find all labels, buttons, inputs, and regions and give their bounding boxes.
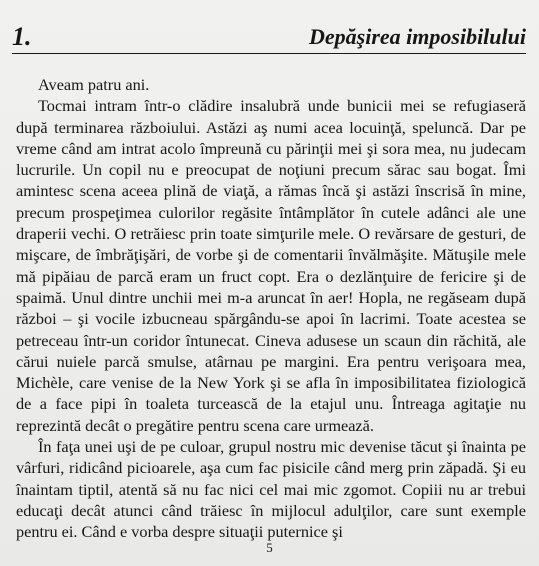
body-text xyxy=(16,74,526,543)
chapter-header xyxy=(12,14,526,54)
chapter-title: Depăşirea imposibilului xyxy=(309,24,526,49)
header-rule xyxy=(12,53,526,54)
paragraph-2: Tocmai intram într-o clădire insalubră unde bunicii mei se refugiaseră după terminarea războiului. Astăzi aş numi acea locuinţă, speluncă. Dar pe vreme când am intrat acolo împreună cu părinţii mei şi sora mea, nu judecam lucrurile. Un copil nu e preocupat de noţiuni precum sărac sau bogat. Îmi amintesc scena aceea plină de viaţă, a rămas încă şi astăzi înscrisă în mine, precum prospeţimea culorilor regăsite întâmplător în cutele adânci ale une draperii vechi. O retrăiesc prin toate simţurile mele. O revărsare de gesturi, de mişcare, de îmbrăţişări, de vorbe şi de comentarii învălmăşite. Mătuşile mele mă pipăiau de parcă eram un fruct copt. Era o dezlănţuire de fericire şi de spaimă. Unul dintre unchii mei m-a aruncat în aer! Hopla, ne regăseam după război – şi vocile izbucneau spărgându-se apoi în lacrimi. Toate acestea se petreceau într-un coridor întunecat. Cineva adusese un scaun din răchită, ale cărui nuiele parcă smulse, atârnau pe margini. Era pentru verişoara mea, Michèle, care venise de la New York şi se afla în imposibilitatea fiziologică de a face pipi în toaleta turcească de la etajul unu. Întreaga agitaţie nu reprezintă decât o pregătire pentru scena care urmează. xyxy=(16,96,526,435)
page-number: 5 xyxy=(266,540,273,555)
paragraph-1: Aveam patru ani. xyxy=(38,75,150,94)
chapter-number: 1. xyxy=(12,22,32,51)
paragraph-3: În faţa unei uşi de pe culoar, grupul nostru mic devenise tăcut şi înainta pe vârfuri, ridicând picioarele, aşa cum fac pisicile când merg prin zăpadă. Şi eu înaintam tiptil, atentă să nu fac nici cel mai mic zgomot. Copiii nu ar trebui educaţi decât atunci când trăiesc în mijlocul adulţilor, care sunt exemple pentru ei. Când e vorba despre situaţii puternice şi xyxy=(16,437,526,542)
